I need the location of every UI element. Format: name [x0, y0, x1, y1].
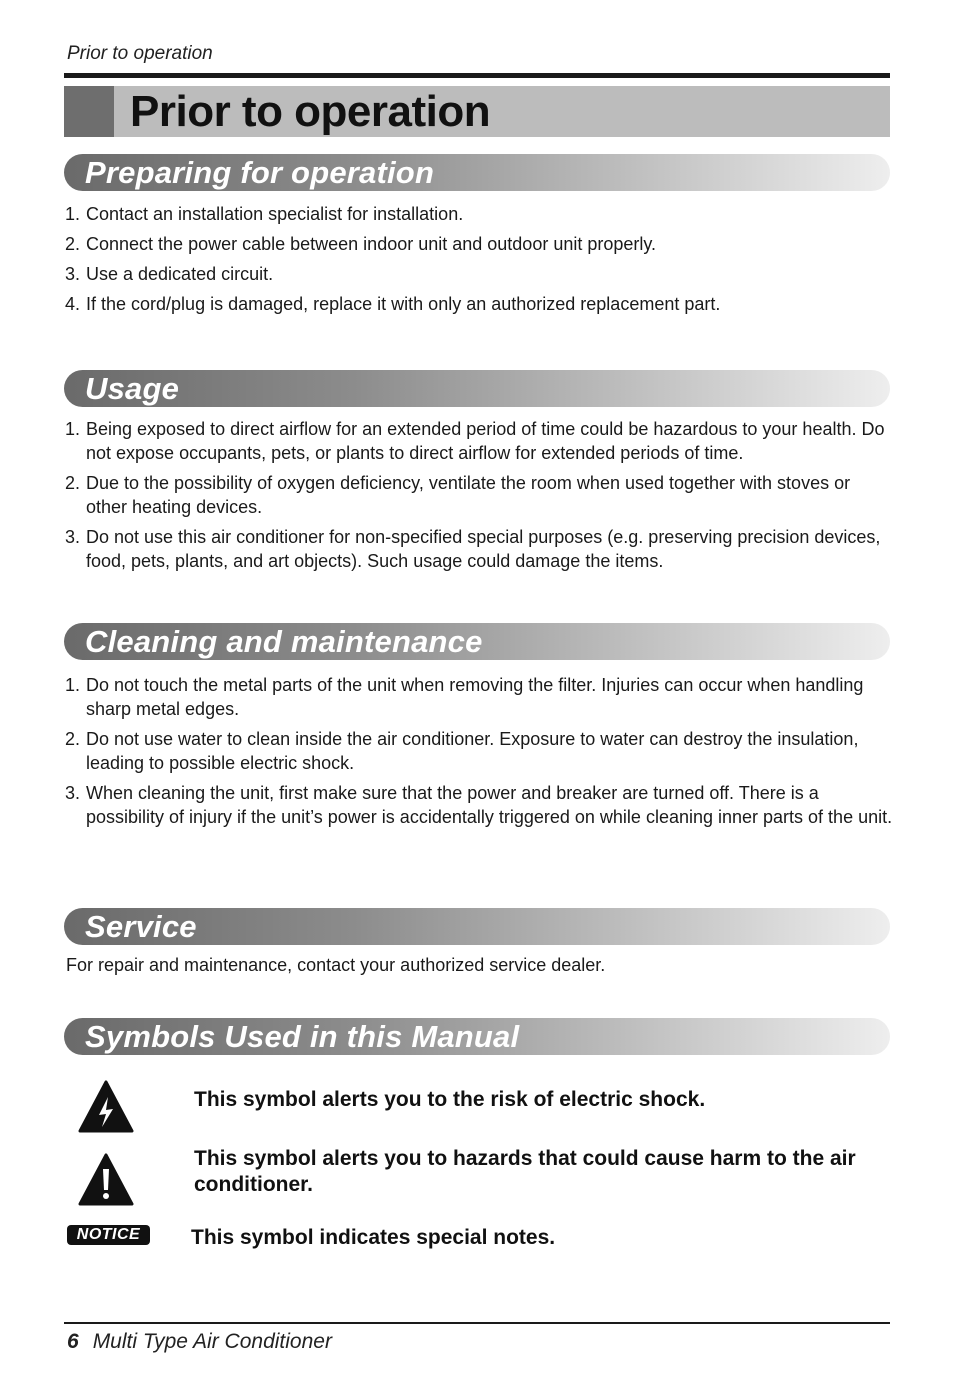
section-header-service — [64, 908, 890, 945]
list-item: 2. Connect the power cable between indoor unit and outdoor unit properly. — [65, 234, 657, 254]
top-rule — [64, 73, 890, 78]
list-item: 3. Use a dedicated circuit. — [65, 264, 274, 284]
list-item: 2. Due to the possibility of oxygen deficiency, ventilate the room when used together with stoves or other heating devices. — [65, 473, 851, 517]
page-number: 6 — [67, 1330, 79, 1353]
page-footer — [67, 1330, 332, 1354]
section-title: Service — [85, 909, 197, 944]
notice-badge: NOTICE — [67, 1225, 150, 1245]
product-name: Multi Type Air Conditioner — [92, 1330, 332, 1353]
usage-list — [65, 417, 895, 579]
section-title: Preparing for operation — [85, 155, 435, 190]
list-item: 1. Do not touch the metal parts of the unit when removing the filter. Injuries can occur when handling sharp metal edges. — [65, 675, 864, 719]
service-text: For repair and maintenance, contact your authorized service dealer. — [66, 955, 606, 975]
section-header-preparing — [64, 154, 890, 191]
electric-shock-warning-icon — [77, 1079, 135, 1134]
section-title: Usage — [85, 371, 180, 406]
page-title: Prior to operation — [130, 87, 491, 136]
cleaning-list — [65, 673, 895, 835]
list-item: 1. Contact an installation specialist for installation. — [65, 204, 464, 224]
section-header-symbols — [64, 1018, 890, 1055]
list-item: 4. If the cord/plug is damaged, replace it with only an authorized replacement part. — [65, 294, 721, 314]
section-title: Cleaning and maintenance — [85, 624, 483, 659]
section-title: Symbols Used in this Manual — [85, 1019, 520, 1054]
hazard-warning-icon — [77, 1152, 135, 1207]
preparing-list — [65, 202, 895, 322]
list-item: 3. Do not use this air conditioner for non-specified special purposes (e.g. preserving precision devices, food, pets, plants, and art objects). Such usage could damage the items. — [65, 527, 881, 571]
bottom-rule — [64, 1322, 890, 1324]
list-item: 3. When cleaning the unit, first make sure that the power and breaker are turned off. There is a possibility of injury if the unit’s power is accidentally triggered on while cleaning inner parts of the unit. — [65, 783, 893, 827]
notice-symbol-text: This symbol indicates special notes. — [191, 1226, 556, 1249]
electric-shock-symbol-text: This symbol alerts you to the risk of electric shock. — [194, 1088, 706, 1111]
title-accent-block — [64, 86, 114, 137]
running-header: Prior to operation — [67, 43, 213, 64]
list-item: 2. Do not use water to clean inside the air conditioner. Exposure to water can destroy the insulation, leading to possible electric shock. — [65, 729, 859, 773]
section-header-cleaning — [64, 623, 890, 660]
hazard-symbol-text: This symbol alerts you to hazards that could cause harm to the air conditioner. — [194, 1147, 856, 1196]
page-title-bar — [64, 86, 890, 137]
section-header-usage — [64, 370, 890, 407]
list-item: 1. Being exposed to direct airflow for an extended period of time could be hazardous to your health. Do not expose occupants, pets, or plants to direct airflow for extended periods of time. — [65, 419, 885, 463]
